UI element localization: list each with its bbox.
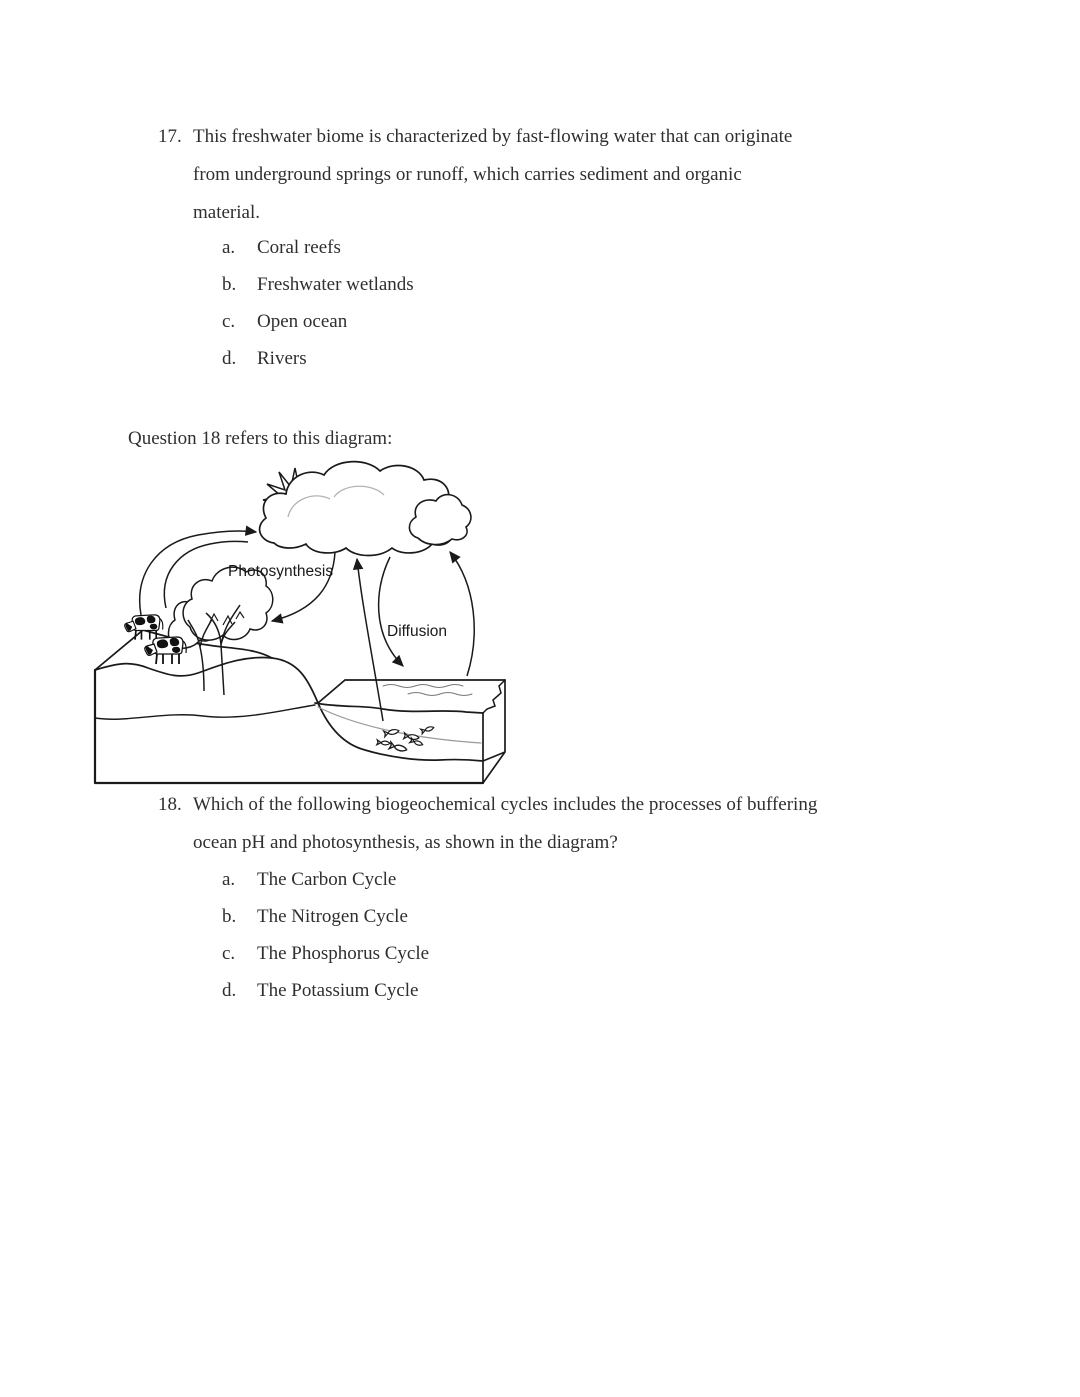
option-text: Rivers <box>257 348 307 369</box>
fish-respiration-arrow <box>357 559 383 721</box>
question-18-options <box>222 861 429 1009</box>
option-text: The Carbon Cycle <box>257 869 397 890</box>
q18-option-c <box>222 935 429 972</box>
option-text: The Phosphorus Cycle <box>257 943 430 964</box>
option-letter: b. <box>222 906 237 927</box>
question-17-number: 17. <box>158 126 182 147</box>
diffusion-label: Diffusion <box>387 623 448 640</box>
question-17-options <box>222 229 414 377</box>
cow <box>145 637 186 664</box>
q18-option-a <box>222 861 429 898</box>
question-18-line-1: 18. Which of the following biogeochemical cycles includes the processes of buffering <box>193 786 817 824</box>
option-letter: c. <box>222 943 236 964</box>
option-text: The Nitrogen Cycle <box>257 906 408 927</box>
q17-option-b <box>222 266 414 303</box>
question-18-line-2: ocean pH and photosynthesis, as shown in the diagram? <box>193 832 618 853</box>
question-18 <box>158 786 818 862</box>
option-letter: d. <box>222 348 237 369</box>
q17-option-a <box>222 229 414 266</box>
question-17-line-2: from underground springs or runoff, which carries sediment and organic <box>193 164 742 185</box>
cloud <box>260 462 471 556</box>
cow <box>125 615 163 640</box>
option-letter: c. <box>222 311 236 332</box>
carbon-cycle-diagram <box>88 455 528 805</box>
photosynthesis-label: Photosynthesis <box>228 563 334 580</box>
q18-option-b <box>222 898 429 935</box>
option-text: Open ocean <box>257 311 348 332</box>
diffusion-up-arrow <box>450 552 474 676</box>
question-17 <box>158 118 793 232</box>
diagram-caption: Question 18 refers to this diagram: <box>128 428 393 449</box>
question-17-line-3: material. <box>193 202 260 223</box>
q17-option-d <box>222 340 414 377</box>
q17-option-c <box>222 303 414 340</box>
option-letter: a. <box>222 237 236 258</box>
option-letter: b. <box>222 274 237 295</box>
option-text: The Potassium Cycle <box>257 980 419 1001</box>
option-letter: a. <box>222 869 236 890</box>
question-18-number: 18. <box>158 794 182 815</box>
question-17-line-1: 17. This freshwater biome is characterized by fast-flowing water that can originate <box>193 118 792 156</box>
option-letter: d. <box>222 980 237 1001</box>
option-text: Coral reefs <box>257 237 341 258</box>
diffusion-down-arrow <box>379 557 403 666</box>
option-text: Freshwater wetlands <box>257 274 414 295</box>
q18-option-d <box>222 972 429 1009</box>
